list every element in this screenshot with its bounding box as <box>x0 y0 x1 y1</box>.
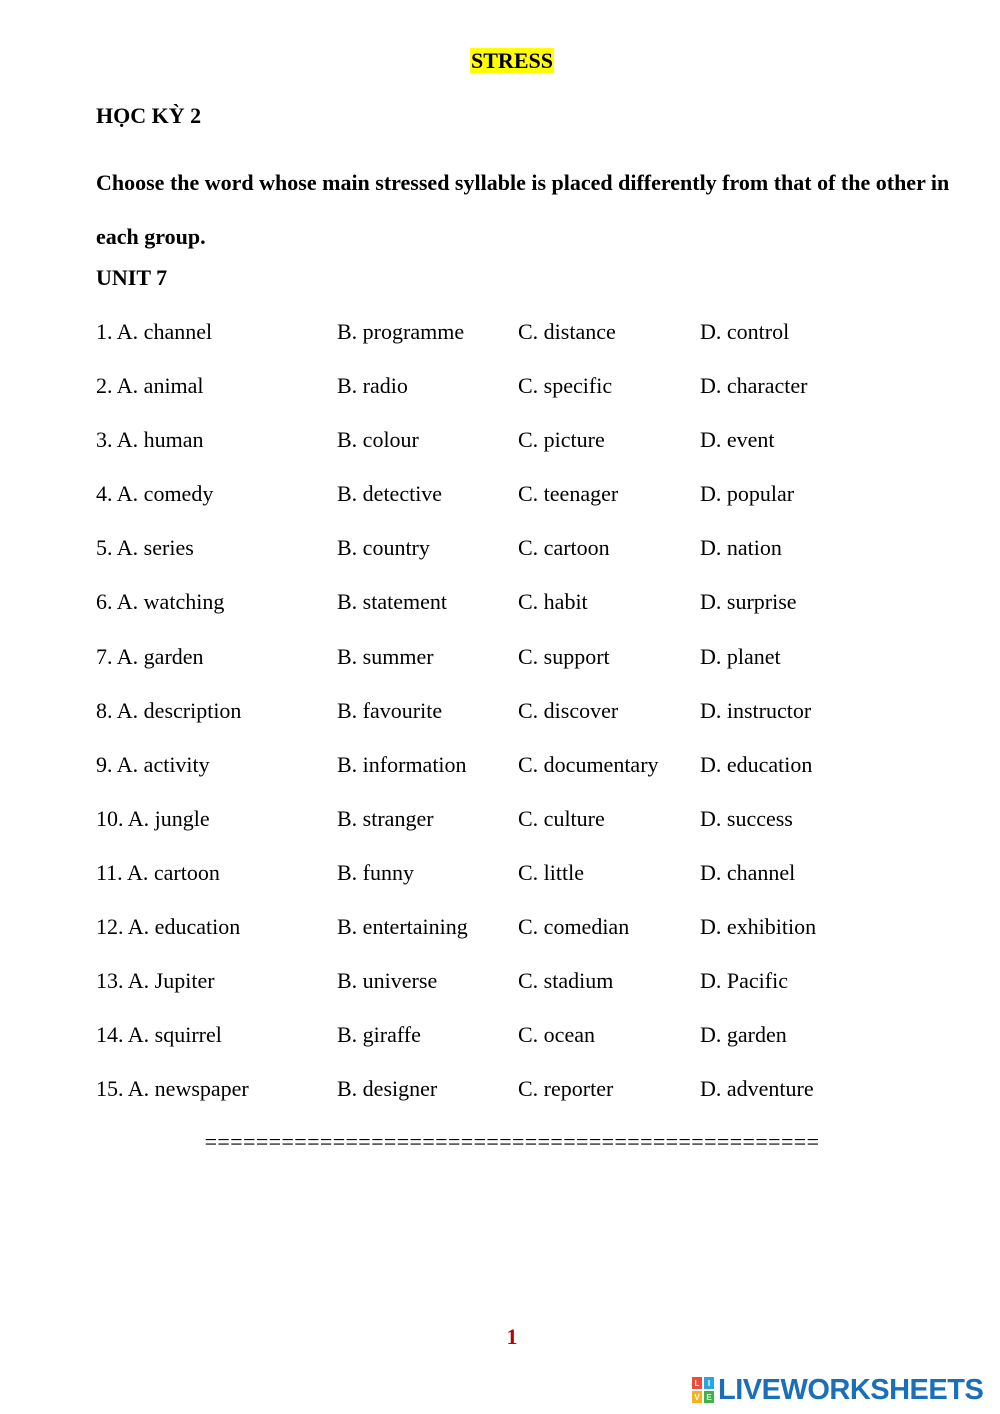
option-a: 12. A. education <box>96 914 241 940</box>
option-b: B. universe <box>337 968 438 994</box>
option-d: D. nation <box>700 535 782 561</box>
option-d: D. exhibition <box>700 914 817 940</box>
option-b: B. statement <box>337 589 447 615</box>
question-row <box>96 643 956 697</box>
option-a: 13. A. Jupiter <box>96 968 215 994</box>
svg-text:E: E <box>706 1393 712 1402</box>
option-a: 6. A. watching <box>96 589 225 615</box>
option-a: 15. A. newspaper <box>96 1076 249 1102</box>
option-a: 4. A. comedy <box>96 481 214 507</box>
question-row <box>96 913 956 967</box>
option-c: C. culture <box>518 805 605 831</box>
option-d: D. channel <box>700 859 796 885</box>
option-d: D. success <box>700 805 793 831</box>
option-b: B. funny <box>337 859 414 885</box>
brand-name: LIVEWORKSHEETS <box>718 1374 984 1406</box>
option-a: 7. A. garden <box>96 643 204 669</box>
page-number: 1 <box>506 1324 518 1349</box>
option-c: C. documentary <box>518 751 659 777</box>
option-a: 3. A. human <box>96 427 204 453</box>
page-title <box>0 47 1000 75</box>
question-row <box>96 751 956 805</box>
question-row <box>96 967 956 1021</box>
option-d: D. education <box>700 751 813 777</box>
option-b: B. detective <box>337 481 443 507</box>
option-c: C. teenager <box>518 481 619 507</box>
brand-footer[interactable] <box>692 1372 983 1408</box>
svg-text:V: V <box>694 1393 700 1402</box>
option-c: C. picture <box>518 427 605 453</box>
option-c: C. distance <box>518 319 616 344</box>
option-b: B. programme <box>337 319 465 344</box>
option-c: C. specific <box>518 373 613 399</box>
question-row <box>96 697 956 751</box>
option-a: 9. A. activity <box>96 751 210 777</box>
option-c: C. cartoon <box>518 535 610 561</box>
question-row <box>96 805 956 859</box>
option-b: B. entertaining <box>337 914 468 940</box>
option-a: 8. A. description <box>96 697 242 723</box>
svg-text:L: L <box>694 1379 700 1388</box>
option-a: 5. A. series <box>96 535 194 561</box>
option-d: D. character <box>700 373 808 399</box>
option-d: D. garden <box>700 1022 787 1048</box>
liveworksheets-logo-icon <box>692 1377 714 1403</box>
option-a: 1. A. channel <box>96 319 213 344</box>
option-a: 10. A. jungle <box>96 805 210 831</box>
option-a: 14. A. squirrel <box>96 1022 222 1048</box>
option-c: C. stadium <box>518 968 614 994</box>
question-row <box>96 859 956 913</box>
option-b: B. giraffe <box>337 1022 421 1048</box>
option-b: B. radio <box>337 373 408 399</box>
option-b: B. favourite <box>337 697 443 723</box>
option-a: 2. A. animal <box>96 373 204 399</box>
option-d: D. instructor <box>700 697 812 723</box>
option-d: D. popular <box>700 481 795 507</box>
option-c: C. discover <box>518 697 619 723</box>
option-d: D. control <box>700 319 790 344</box>
option-a: 11. A. cartoon <box>96 859 220 885</box>
option-b: B. colour <box>337 427 419 453</box>
option-b: B. stranger <box>337 805 434 831</box>
question-row <box>96 1021 956 1075</box>
option-c: C. reporter <box>518 1076 614 1102</box>
option-d: D. surprise <box>700 589 797 615</box>
option-c: C. habit <box>518 589 588 615</box>
option-d: D. event <box>700 427 775 453</box>
instructions-text: Choose the word whose main stressed syllable is placed differently from that of the other in each group. <box>96 170 950 249</box>
option-b: B. country <box>337 535 430 561</box>
semester-heading: HỌC KỲ 2 <box>96 103 202 128</box>
question-row <box>96 426 956 480</box>
question-list <box>96 318 956 1129</box>
option-b: B. summer <box>337 643 434 669</box>
option-c: C. little <box>518 859 584 885</box>
question-row <box>96 480 956 534</box>
section-divider: ================================================ <box>204 1129 820 1154</box>
option-b: B. information <box>337 751 467 777</box>
option-d: D. adventure <box>700 1076 814 1102</box>
svg-text:I: I <box>707 1379 711 1388</box>
option-c: C. ocean <box>518 1022 595 1048</box>
unit-heading: UNIT 7 <box>96 265 168 290</box>
question-row <box>96 534 956 588</box>
option-b: B. designer <box>337 1076 438 1102</box>
option-c: C. comedian <box>518 914 630 940</box>
page-title-text: STRESS <box>471 48 553 73</box>
question-row <box>96 1075 956 1129</box>
option-d: D. Pacific <box>700 968 788 994</box>
question-row <box>96 318 956 372</box>
question-row <box>96 372 956 426</box>
question-row <box>96 588 956 642</box>
option-d: D. planet <box>700 643 781 669</box>
option-c: C. support <box>518 643 610 669</box>
